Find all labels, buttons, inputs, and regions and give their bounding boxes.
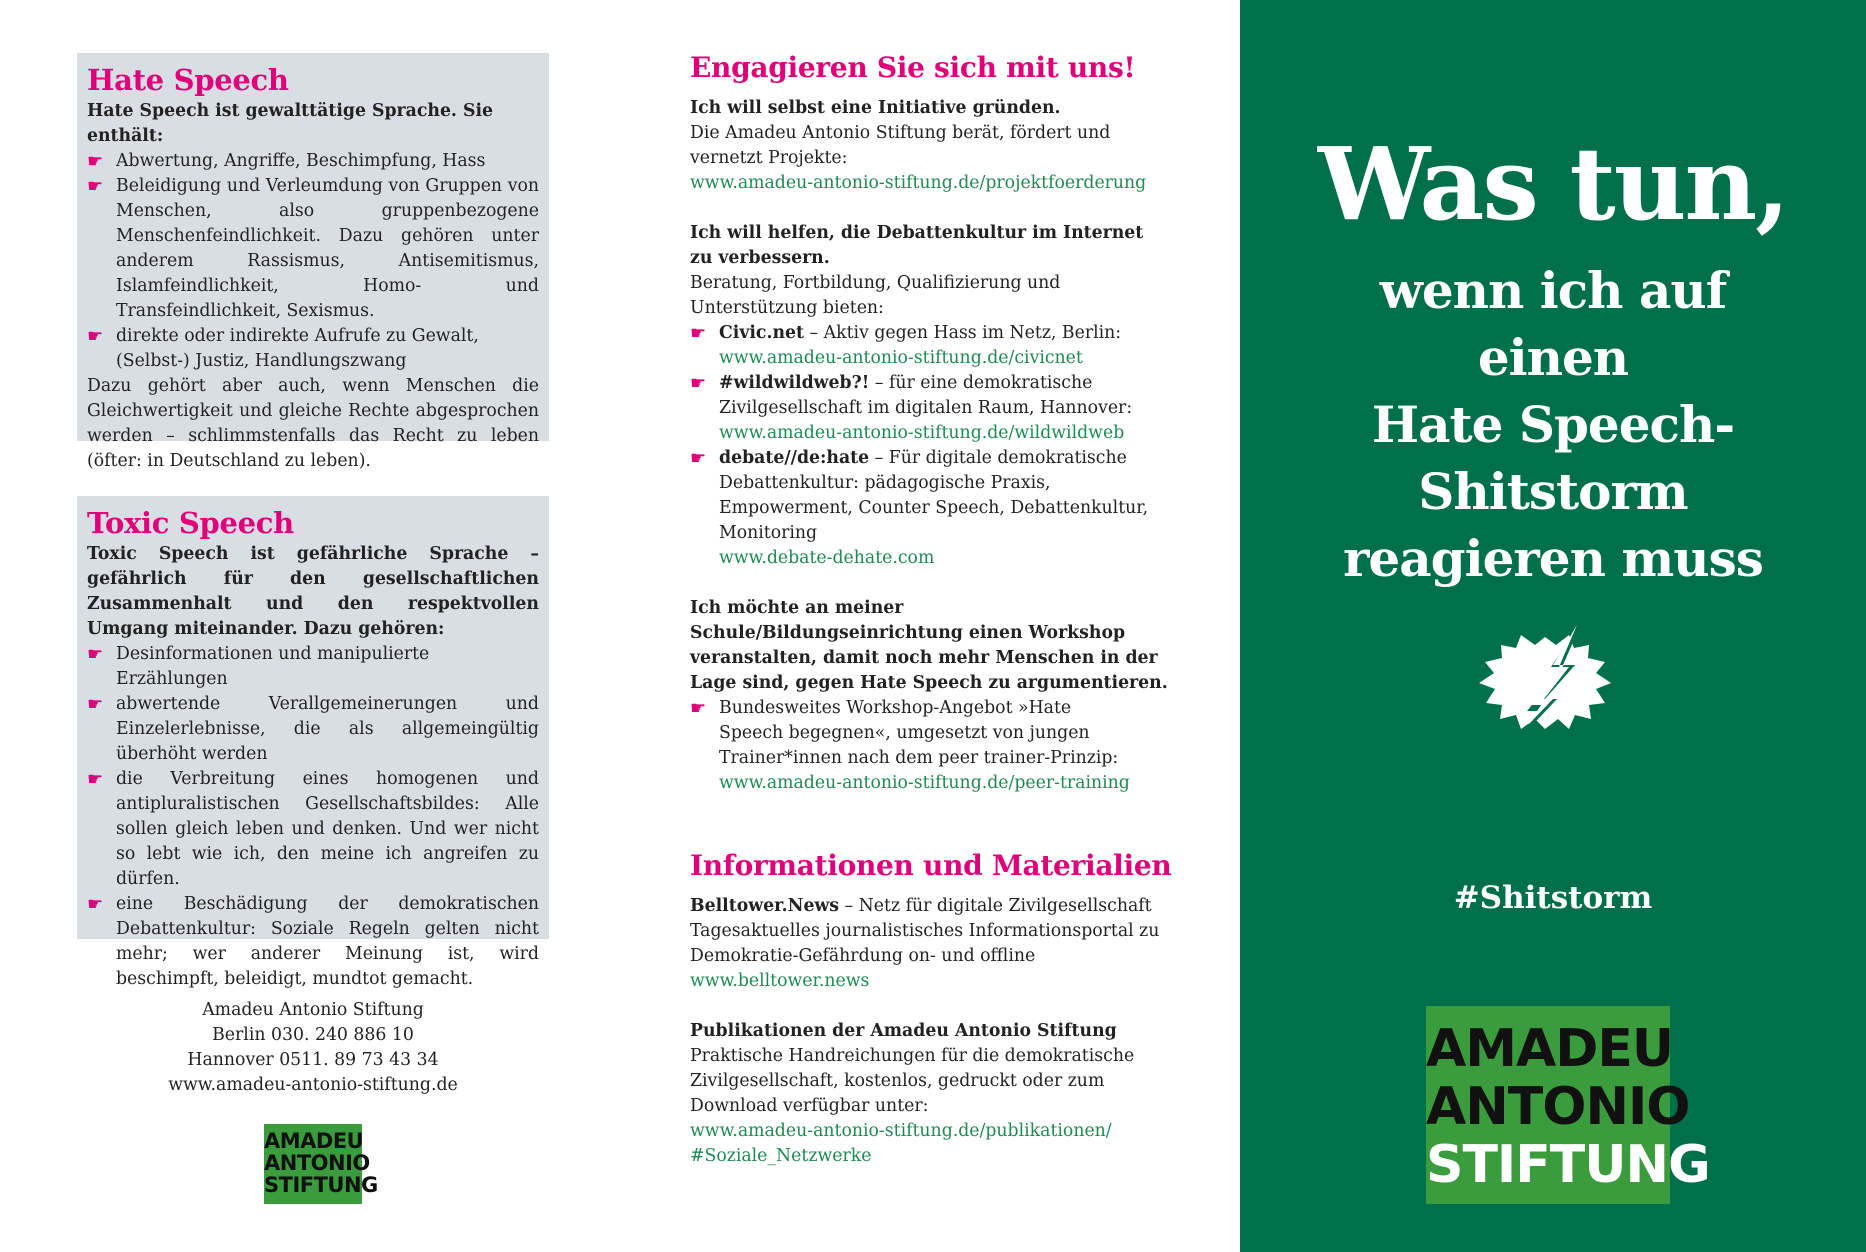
lightning-burst-icon	[1465, 615, 1625, 745]
belltower-name: Belltower.News	[690, 896, 840, 916]
publications-lead: Publikationen der Amadeu Antonio Stiftung	[690, 1021, 1117, 1041]
belltower-block	[690, 894, 1160, 994]
pointing-hand-icon: ☛	[87, 151, 104, 172]
pointing-hand-icon: ☛	[87, 769, 104, 790]
hate-speech-title: Hate Speech	[87, 63, 289, 97]
belltower-link[interactable]: www.belltower.news	[690, 971, 870, 991]
publications-link[interactable]: www.amadeu-antonio-stiftung.de/publikationen/	[690, 1121, 1112, 1141]
hate-speech-body	[87, 99, 539, 474]
info-section	[690, 846, 1180, 1169]
pointing-hand-icon: ☛	[87, 326, 104, 347]
pointing-hand-icon: ☛	[87, 644, 104, 665]
list-item: ☛ Beleidigung und Verleumdung von Gruppen von Menschen, also gruppenbezogene Menschenfeindlichkeit. Dazu gehören unter anderem Rassismus, Antisemitismus, Islamfeindlichkeit, Homo- und Transfeindlichkeit, Sexismus.	[87, 176, 539, 321]
list-item: ☛ debate//de:hate – Für digitale demokratische Debattenkultur: pädagogische Praxis, Empowerment, Counter Speech, Debattenkultur, Monitoring www.debate-dehate.com	[690, 448, 1149, 568]
hate-speech-intro: Hate Speech ist gewalttätige Sprache. Sie enthält:	[87, 101, 494, 146]
list-item: ☛ die Verbreitung eines homogenen und antipluralistischen Gesellschaftsbildes: Alle sollen gleich leben und denken. Und wer nicht so lebt wie ich, den meine ich angreifen zu dürfen.	[87, 769, 539, 889]
initiative-text: Die Amadeu Antonio Stiftung berät, fördert und vernetzt Projekte:	[690, 123, 1111, 168]
list-item: ☛ #wildwildweb?! – für eine demokratische Zivilgesellschaft im digitalen Raum, Hannover: www.amadeu-antonio-stiftung.de/wildwildweb	[690, 373, 1133, 443]
list-item: ☛ Desinformationen und manipulierte Erzählungen	[87, 644, 430, 689]
engage-section	[690, 48, 1180, 796]
hate-speech-outro: Dazu gehört aber auch, wenn Menschen die Gleichwertigkeit und gleiche Rechte abgesprochen werden – schlimmstenfalls das Recht zu leben (öfter: in Deutschland zu leben).	[87, 376, 539, 471]
list-item: ☛ Abwertung, Angriffe, Beschimpfung, Hass	[87, 151, 486, 172]
debate-list	[690, 321, 1180, 571]
belltower-text: Tagesaktuelles journalistisches Informationsportal zu Demokratie-Gefährdung on- und offline	[690, 921, 1160, 966]
small-logo: AMADEU ANTONIO STIFTUNG	[264, 1124, 362, 1204]
initiative-link[interactable]: www.amadeu-antonio-stiftung.de/projektfoerderung	[690, 173, 1147, 193]
list-item: ☛ Civic.net – Aktiv gegen Hass im Netz, Berlin: www.amadeu-antonio-stiftung.de/civicnet	[690, 323, 1122, 368]
publications-text: Praktische Handreichungen für die demokratische Zivilgesellschaft, kostenlos, gedruckt oder zum Download verfügbar unter:	[690, 1046, 1135, 1116]
pointing-hand-icon: ☛	[87, 694, 104, 715]
info-title: Informationen und Materialien	[690, 849, 1172, 882]
toxic-speech-list	[87, 642, 539, 992]
hate-speech-box	[77, 53, 549, 471]
pointing-hand-icon: ☛	[690, 373, 707, 394]
belltower-desc: – Netz für digitale Zivilgesellschaft	[839, 896, 1152, 916]
contact-web[interactable]: www.amadeu-antonio-stiftung.de	[168, 1075, 458, 1095]
toxic-speech-box	[77, 496, 549, 989]
main-logo: AMADEU ANTONIO STIFTUNG	[1426, 1006, 1670, 1204]
contact-org: Amadeu Antonio Stiftung	[202, 1000, 424, 1020]
engage-title: Engagieren Sie sich mit uns!	[690, 51, 1136, 84]
list-item: ☛ abwertende Verallgemeinerungen und Einzelerlebnisse, die als allgemeingültig überhöht werden	[87, 694, 539, 764]
list-item: ☛ direkte oder indirekte Aufrufe zu Gewalt, (Selbst-) Justiz, Handlungszwang	[87, 326, 479, 371]
cover-headline: Was tun,	[1318, 125, 1788, 243]
hashtag-label: #Shitstorm	[1453, 880, 1653, 916]
pointing-hand-icon: ☛	[690, 323, 707, 344]
cover-subtitle: wenn ich auf einen Hate Speech- Shitstorm reagieren muss	[1343, 261, 1763, 588]
hate-speech-list	[87, 149, 539, 374]
debate-text: Beratung, Fortbildung, Qualifizierung und Unterstützung bieten:	[690, 273, 1061, 318]
contact-hannover: Hannover 0511. 89 73 43 34	[187, 1050, 439, 1070]
toxic-speech-title: Toxic Speech	[87, 506, 294, 540]
contact-block	[77, 998, 549, 1098]
list-item: ☛ Bundesweites Workshop-Angebot »Hate Speech begegnen«, umgesetzt von jungen Trainer*innen nach dem peer trainer-Prinzip: www.amadeu-antonio-stiftung.de/peer-training	[690, 698, 1130, 793]
pointing-hand-icon: ☛	[690, 698, 707, 719]
pointing-hand-icon: ☛	[690, 448, 707, 469]
contact-berlin: Berlin 030. 240 886 10	[212, 1025, 414, 1045]
toxic-speech-intro: Toxic Speech ist gefährliche Sprache – gefährlich für den gesellschaftlichen Zusammenhalt und den respektvollen Umgang miteinander. Dazu gehören:	[87, 544, 539, 639]
list-item: ☛ eine Beschädigung der demokratischen Debattenkultur: Soziale Regeln gelten nicht mehr; wer anderer Meinung ist, wird beschimpft, beleidigt, mundtot gemacht.	[87, 894, 539, 989]
cover-panel	[1240, 0, 1866, 1252]
workshop-lead: Ich möchte an meiner Schule/Bildungseinrichtung einen Workshop veranstalten, damit noch mehr Menschen in der Lage sind, gegen Hate Speech zu argumentieren.	[690, 598, 1168, 693]
pointing-hand-icon: ☛	[87, 894, 104, 915]
initiative-lead: Ich will selbst eine Initiative gründen.	[690, 98, 1061, 118]
toxic-speech-body	[87, 542, 539, 992]
debate-lead: Ich will helfen, die Debattenkultur im Internet zu verbessern.	[690, 223, 1144, 268]
pointing-hand-icon: ☛	[87, 176, 104, 197]
publications-link-hashtag[interactable]: #Soziale_Netzwerke	[690, 1146, 872, 1166]
workshop-list	[690, 696, 1180, 796]
